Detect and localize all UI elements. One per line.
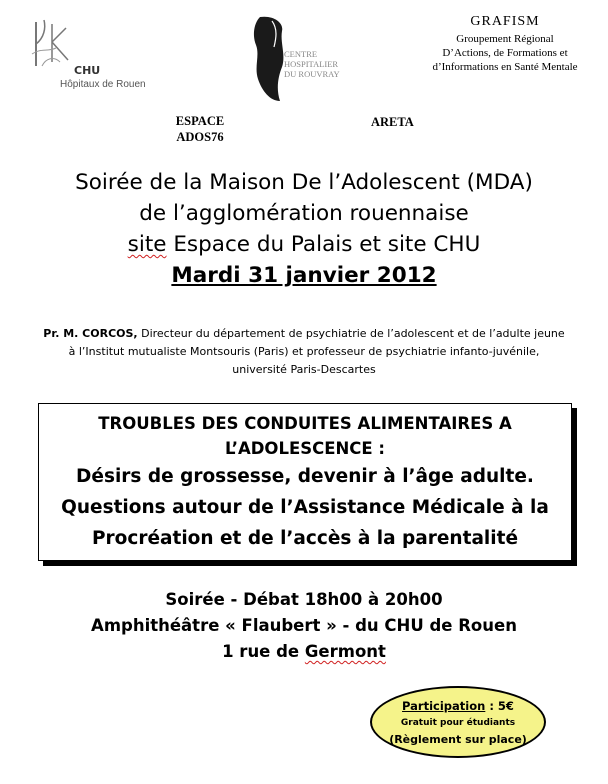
chu-emblem-icon [30, 18, 78, 70]
price-label: Participation [402, 699, 486, 713]
areta-label: ARETA [371, 115, 414, 129]
price-badge [370, 686, 546, 758]
grafism-description [415, 32, 595, 74]
centre-hospitalier-text: CENTRE HOSPITALIER DU ROUVRAY [284, 49, 340, 79]
theme-line-2: L’ADOLESCENCE : [224, 439, 386, 458]
grafism-line: d’Informations en Santé Mentale [432, 61, 578, 73]
centre-hospitalier-logo [250, 15, 360, 105]
event-time: Soirée - Débat 18h00 à 20h00 [165, 590, 443, 609]
price-line [372, 699, 544, 714]
price-amount: : 5€ [485, 699, 514, 713]
grafism-title: GRAFISM [470, 14, 540, 29]
address-prefix: 1 rue de [222, 642, 305, 661]
chu-logo [30, 18, 146, 96]
theme-line-5: Procréation et de l’accès à la parentalité [91, 528, 519, 549]
chu-subtitle: Hôpitaux de Rouen [60, 79, 146, 90]
espace-ados-label [160, 113, 240, 145]
speaker-name: Pr. M. CORCOS, [43, 327, 138, 340]
theme-line-3: Désirs de grossesse, devenir à l’âge adulte. [76, 466, 534, 487]
price-students: Gratuit pour étudiants [400, 718, 516, 728]
espace-label-line2: ADOS76 [176, 130, 224, 144]
event-address [0, 639, 608, 665]
title-line-2: de l’agglomération rouennaise [139, 201, 469, 226]
event-date: Mardi 31 janvier 2012 [171, 263, 437, 288]
grafism-line: Groupement Régional [456, 33, 554, 45]
espace-label-line1: ESPACE [175, 114, 225, 128]
event-venue: Amphithéâtre « Flaubert » - du CHU de Rouen [91, 616, 517, 635]
grafism-logo [415, 14, 595, 74]
speaker-info [40, 325, 568, 379]
title-site-word: site [127, 232, 167, 257]
address-street: Germont [304, 642, 386, 661]
event-title [0, 167, 608, 291]
title-line-3 [0, 229, 608, 260]
title-line-3-rest: Espace du Palais et site CHU [166, 232, 481, 257]
theme-line-1: TROUBLES DES CONDUITES ALIMENTAIRES A [98, 414, 512, 433]
theme-box [38, 403, 572, 561]
price-payment: (Règlement sur place) [389, 733, 527, 746]
grafism-line: D’Actions, de Formations et [442, 47, 568, 59]
title-line-1: Soirée de la Maison De l’Adolescent (MDA) [75, 170, 533, 195]
chu-name: CHU [74, 64, 101, 77]
speaker-description: Directeur du département de psychiatrie de l’adolescent et de l’adulte jeune à l’Institut mutualiste Montsouris (Paris) et professeur de psychiatrie infanto-juvénile, université Paris-Descartes [68, 327, 565, 376]
theme-line-4: Questions autour de l’Assistance Médicale à la [61, 497, 549, 518]
event-details [0, 587, 608, 665]
